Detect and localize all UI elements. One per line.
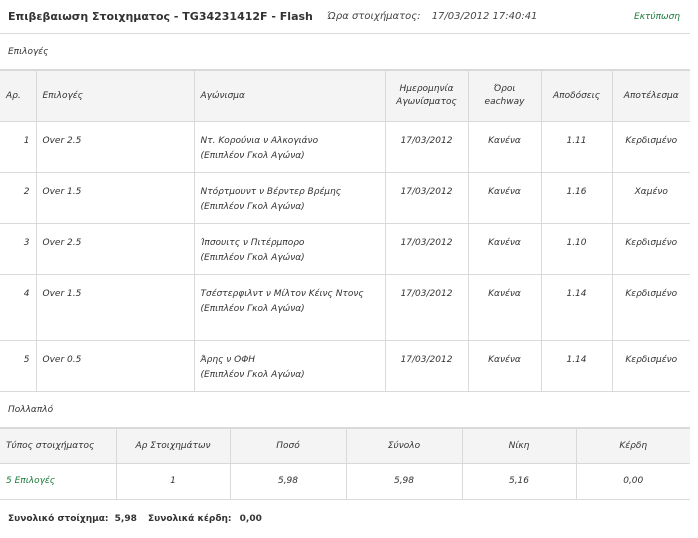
col-header-result: Αποτέλεσμα	[612, 71, 690, 122]
row-date: 17/03/2012	[385, 275, 468, 341]
row-event	[194, 341, 385, 392]
row-eachway: Κανένα	[468, 224, 541, 275]
col-header-event-date: Ημερομηνία Αγωνίσματος	[385, 71, 468, 122]
row-no: 2	[0, 173, 36, 224]
row-no: 1	[0, 122, 36, 173]
bet-type-link[interactable]: 5 Επιλογές	[6, 476, 56, 486]
event-market: (Επιπλέον Γκολ Αγώνα)	[200, 253, 305, 263]
event-market: (Επιπλέον Γκολ Αγώνα)	[200, 202, 305, 212]
bet-type-cell	[0, 464, 116, 500]
event-name: Ίπσουιτς ν Πιτέρμπορο	[200, 238, 305, 248]
bet-time	[327, 11, 538, 22]
totals-summary	[0, 500, 690, 536]
selections-table	[0, 70, 690, 392]
bet-time-value: 17/03/2012 17:40:41	[431, 11, 538, 22]
col-header-eachway: Όροι eachway	[468, 71, 541, 122]
col-header-win: Νίκη	[462, 429, 576, 464]
col-header-no: Αρ.	[0, 71, 36, 122]
total-profit-label: Συνολικά κέρδη:	[148, 514, 232, 524]
bet-count-cell: 1	[116, 464, 230, 500]
table-row	[0, 224, 690, 275]
row-result: Κερδισμένο	[612, 341, 690, 392]
event-market: (Επιπλέον Γκολ Αγώνα)	[200, 370, 305, 380]
table-row	[0, 464, 690, 500]
event-market: (Επιπλέον Γκολ Αγώνα)	[200, 304, 305, 314]
col-header-amount: Ποσό	[230, 429, 346, 464]
row-no: 5	[0, 341, 36, 392]
row-odds: 1.11	[541, 122, 612, 173]
row-selection: Over 1.5	[36, 173, 194, 224]
col-header-bet-count: Αρ Στοιχημάτων	[116, 429, 230, 464]
multiples-section-label: Πολλαπλό	[0, 392, 690, 428]
row-no: 3	[0, 224, 36, 275]
table-row	[0, 122, 690, 173]
row-event	[194, 224, 385, 275]
event-name: Άρης ν ΟΦΗ	[200, 355, 256, 365]
row-eachway: Κανένα	[468, 122, 541, 173]
page-title: Επιβεβαιωση Στοιχηματος - TG34231412F - Flash	[8, 10, 313, 23]
event-name: Ντόρτμουντ ν Βέρντερ Βρέμης	[200, 187, 342, 197]
row-event	[194, 275, 385, 341]
row-selection: Over 0.5	[36, 341, 194, 392]
total-stake-label: Συνολικό στοίχημα:	[8, 514, 109, 524]
table-row	[0, 275, 690, 341]
amount-cell: 5,98	[230, 464, 346, 500]
selections-header-row	[0, 71, 690, 122]
row-selection: Over 1.5	[36, 275, 194, 341]
row-result: Κερδισμένο	[612, 122, 690, 173]
row-result: Κερδισμένο	[612, 224, 690, 275]
row-odds: 1.14	[541, 341, 612, 392]
print-link[interactable]: Εκτύπωση	[634, 12, 680, 22]
row-event	[194, 173, 385, 224]
row-eachway: Κανένα	[468, 173, 541, 224]
row-event	[194, 122, 385, 173]
col-header-bet-type: Τύπος στοιχήματος	[0, 429, 116, 464]
row-odds: 1.14	[541, 275, 612, 341]
table-row	[0, 341, 690, 392]
bet-time-label: Ώρα στοιχήματος:	[326, 11, 421, 22]
row-eachway: Κανένα	[468, 341, 541, 392]
col-header-event: Αγώνισμα	[194, 71, 385, 122]
event-market: (Επιπλέον Γκολ Αγώνα)	[200, 151, 305, 161]
profit-cell: 0,00	[576, 464, 690, 500]
row-date: 17/03/2012	[385, 341, 468, 392]
total-profit-value: 0,00	[239, 514, 262, 524]
total-stake-value: 5,98	[114, 514, 137, 524]
event-name: Ντ. Κορούνια ν Αλκογιάνο	[200, 136, 319, 146]
row-selection: Over 2.5	[36, 122, 194, 173]
table-row	[0, 173, 690, 224]
multiples-table	[0, 428, 690, 500]
row-date: 17/03/2012	[385, 224, 468, 275]
row-odds: 1.10	[541, 224, 612, 275]
row-no: 4	[0, 275, 36, 341]
row-odds: 1.16	[541, 173, 612, 224]
selections-section-label: Επιλογές	[0, 34, 690, 70]
row-date: 17/03/2012	[385, 122, 468, 173]
col-header-selection: Επιλογές	[36, 71, 194, 122]
col-header-profit: Κέρδη	[576, 429, 690, 464]
total-cell: 5,98	[346, 464, 462, 500]
row-result: Χαμένο	[612, 173, 690, 224]
confirmation-header	[0, 0, 690, 34]
col-header-odds: Αποδόσεις	[541, 71, 612, 122]
col-header-total: Σύνολο	[346, 429, 462, 464]
row-date: 17/03/2012	[385, 173, 468, 224]
row-eachway: Κανένα	[468, 275, 541, 341]
row-result: Κερδισμένο	[612, 275, 690, 341]
win-cell: 5,16	[462, 464, 576, 500]
event-name: Τσέστερφιλντ ν Μίλτον Κέινς Ντονς	[200, 289, 364, 299]
multiples-header-row	[0, 429, 690, 464]
row-selection: Over 2.5	[36, 224, 194, 275]
